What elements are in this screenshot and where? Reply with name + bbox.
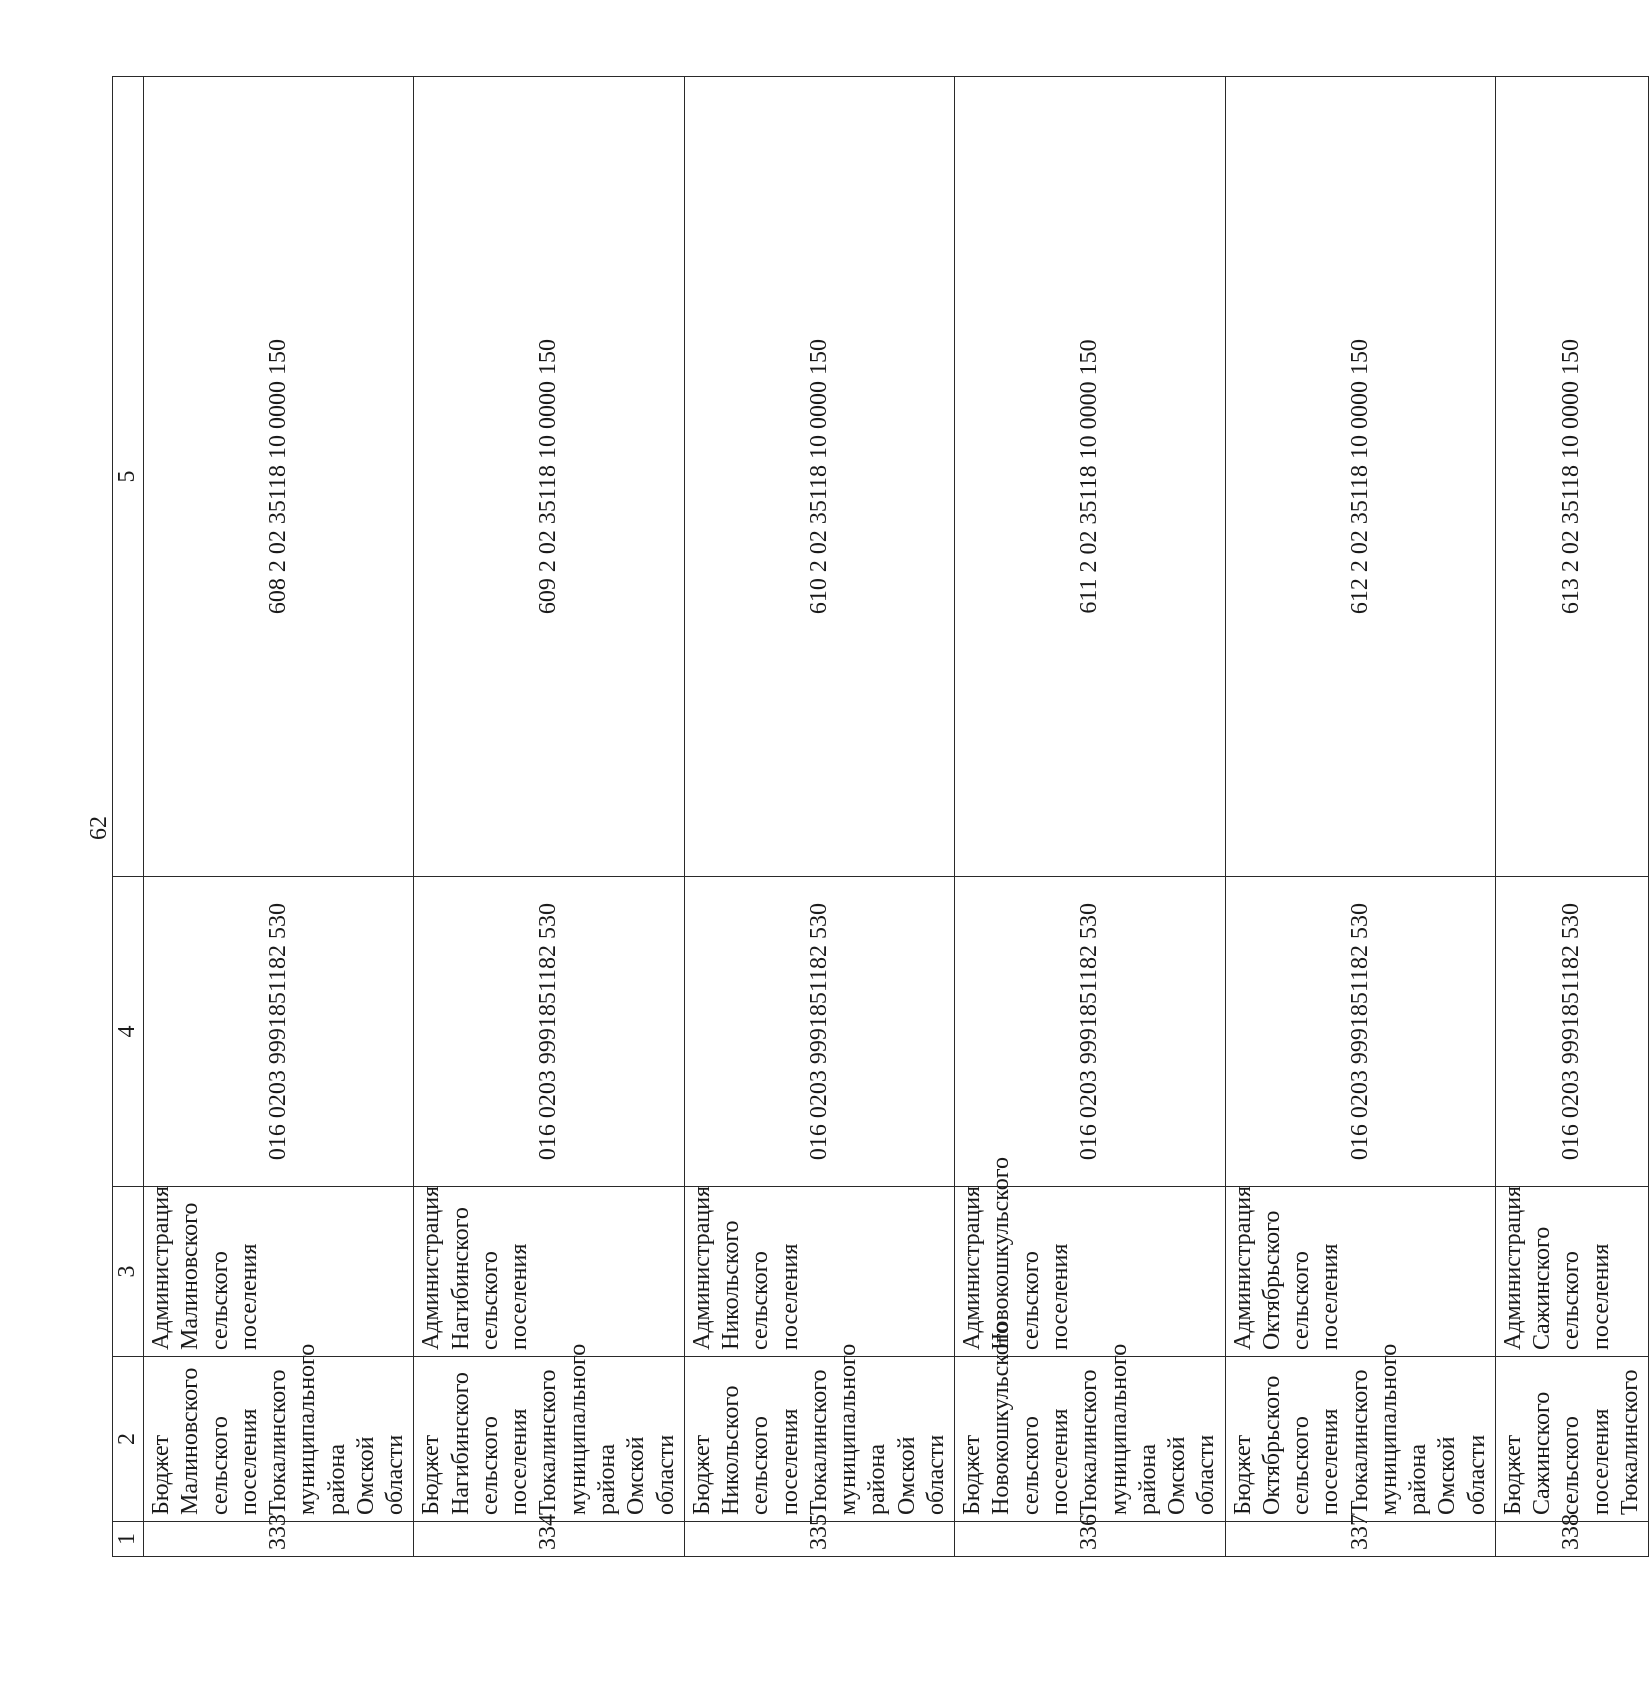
administrator-name: Администрация Октябрьского сельского поселения — [1225, 1187, 1495, 1357]
header-col-3: 3 — [113, 1187, 144, 1357]
budget-name: Бюджет Новокошкульского сельского поселения Тюкалинского муниципального района Омской области — [955, 1357, 1225, 1522]
expense-code: 016 0203 9991851182 530 — [1225, 877, 1495, 1187]
budget-table — [112, 76, 1649, 1557]
income-code: 609 2 02 35118 10 0000 150 — [414, 77, 684, 877]
expense-code: 016 0203 9991851182 530 — [955, 877, 1225, 1187]
table-row — [414, 77, 684, 1557]
header-col-5: 5 — [113, 77, 144, 877]
table-row — [144, 77, 414, 1557]
administrator-name: Администрация Сажинского сельского поселения — [1495, 1187, 1648, 1357]
table-row — [1495, 77, 1648, 1557]
budget-name: Бюджет Сажинского сельского поселения Тюкалинского — [1495, 1357, 1648, 1522]
expense-code: 016 0203 9991851182 530 — [414, 877, 684, 1187]
administrator-name: Администрация Малиновского сельского поселения — [144, 1187, 414, 1357]
administrator-name: Администрация Нагибинского сельского поселения — [414, 1187, 684, 1357]
budget-name: Бюджет Малиновского сельского поселения Тюкалинского муниципального района Омской области — [144, 1357, 414, 1522]
table-row — [955, 77, 1225, 1557]
administrator-name: Администрация Никольского сельского поселения — [684, 1187, 954, 1357]
income-code: 613 2 02 35118 10 0000 150 — [1495, 77, 1648, 877]
expense-code: 016 0203 9991851182 530 — [1495, 877, 1648, 1187]
rotated-table-wrapper — [112, 77, 1644, 1557]
income-code: 612 2 02 35118 10 0000 150 — [1225, 77, 1495, 877]
table-row — [684, 77, 954, 1557]
row-number: 333 — [144, 1522, 414, 1557]
table-header-row — [113, 77, 144, 1557]
budget-name: Бюджет Никольского сельского поселения Тюкалинского муниципального района Омской области — [684, 1357, 954, 1522]
row-number: 335 — [684, 1522, 954, 1557]
income-code: 610 2 02 35118 10 0000 150 — [684, 77, 954, 877]
row-number: 336 — [955, 1522, 1225, 1557]
page-number: 62 — [86, 816, 112, 840]
table-row — [1225, 77, 1495, 1557]
row-number: 334 — [414, 1522, 684, 1557]
header-col-4: 4 — [113, 877, 144, 1187]
budget-name: Бюджет Нагибинского сельского поселения Тюкалинского муниципального района Омской области — [414, 1357, 684, 1522]
administrator-name: Администрация Новокошкульского сельского поселения — [955, 1187, 1225, 1357]
header-col-1: 1 — [113, 1522, 144, 1557]
header-col-2: 2 — [113, 1357, 144, 1522]
income-code: 608 2 02 35118 10 0000 150 — [144, 77, 414, 877]
row-number: 338 — [1495, 1522, 1648, 1557]
expense-code: 016 0203 9991851182 530 — [684, 877, 954, 1187]
row-number: 337 — [1225, 1522, 1495, 1557]
income-code: 611 2 02 35118 10 0000 150 — [955, 77, 1225, 877]
expense-code: 016 0203 9991851182 530 — [144, 877, 414, 1187]
budget-name: Бюджет Октябрьского сельского поселения Тюкалинского муниципального района Омской области — [1225, 1357, 1495, 1522]
